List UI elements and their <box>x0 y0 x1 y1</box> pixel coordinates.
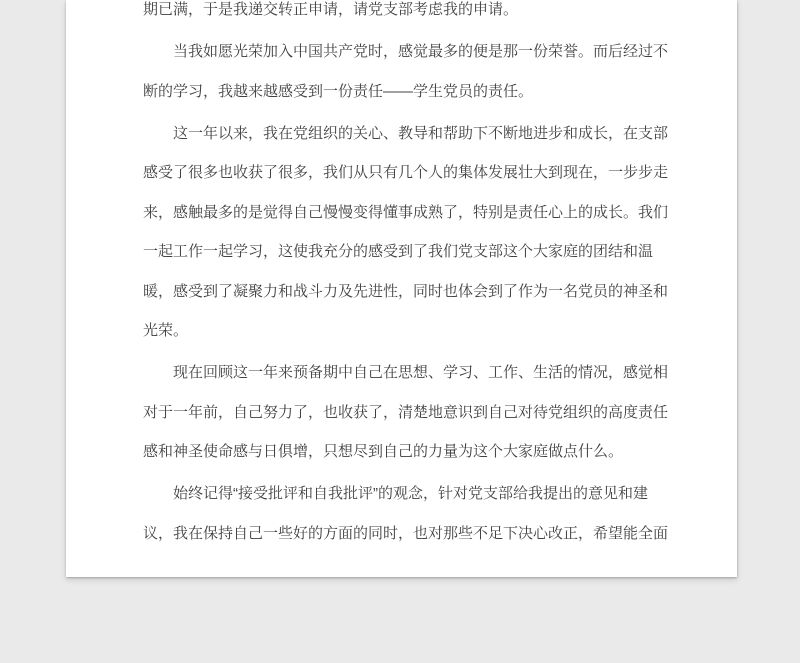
document-page <box>66 0 737 577</box>
text-line: 感受了很多也收获了很多，我们从只有几个人的集体发展壮大到现在，一步步走 <box>143 164 669 181</box>
document-body <box>143 0 669 553</box>
text-line: 始终记得“接受批评和自我批评”的观念，针对党支部给我提出的意见和建 <box>173 485 648 502</box>
text-line: 当我如愿光荣加入中国共产党时，感觉最多的便是那一份荣誉。而后经过不 <box>173 43 669 60</box>
paragraph <box>143 0 660 30</box>
paragraph <box>143 474 669 553</box>
paragraph <box>143 353 669 472</box>
text-line: 暖，感受到了凝聚力和战斗力及先进性，同时也体会到了作为一名党员的神圣和 <box>143 282 669 300</box>
text-line: 期已满，于是我递交转正申请，请党支部考虑我的申请。 <box>143 1 519 18</box>
text-line: 议，我在保持自己一些好的方面的同时，也对那些不足下决心改正，希望能全面 <box>143 524 669 542</box>
text-line: 这一年以来，我在党组织的关心、教导和帮助下不断地进步和成长，在支部 <box>173 124 669 142</box>
text-line: 光荣。 <box>143 322 189 339</box>
text-line: 对于一年前，自己努力了，也收获了，清楚地意识到自己对待党组织的高度责任 <box>143 403 669 421</box>
text-line: 一起工作一起学习，这使我充分的感受到了我们党支部这个大家庭的团结和温 <box>143 243 654 260</box>
text-line: 断的学习，我越来越感受到一份责任——学生党员的责任。 <box>143 82 534 100</box>
paragraph <box>143 114 669 351</box>
paragraph <box>143 32 669 111</box>
text-line: 来，感触最多的是觉得自己慢慢变得懂事成熟了，特别是责任心上的成长。我们 <box>143 203 669 221</box>
text-line: 感和神圣使命感与日俱增，只想尽到自己的力量为这个大家庭做点什么。 <box>143 443 624 460</box>
text-line: 现在回顾这一年来预备期中自己在思想、学习、工作、生活的情况，感觉相 <box>173 364 669 381</box>
